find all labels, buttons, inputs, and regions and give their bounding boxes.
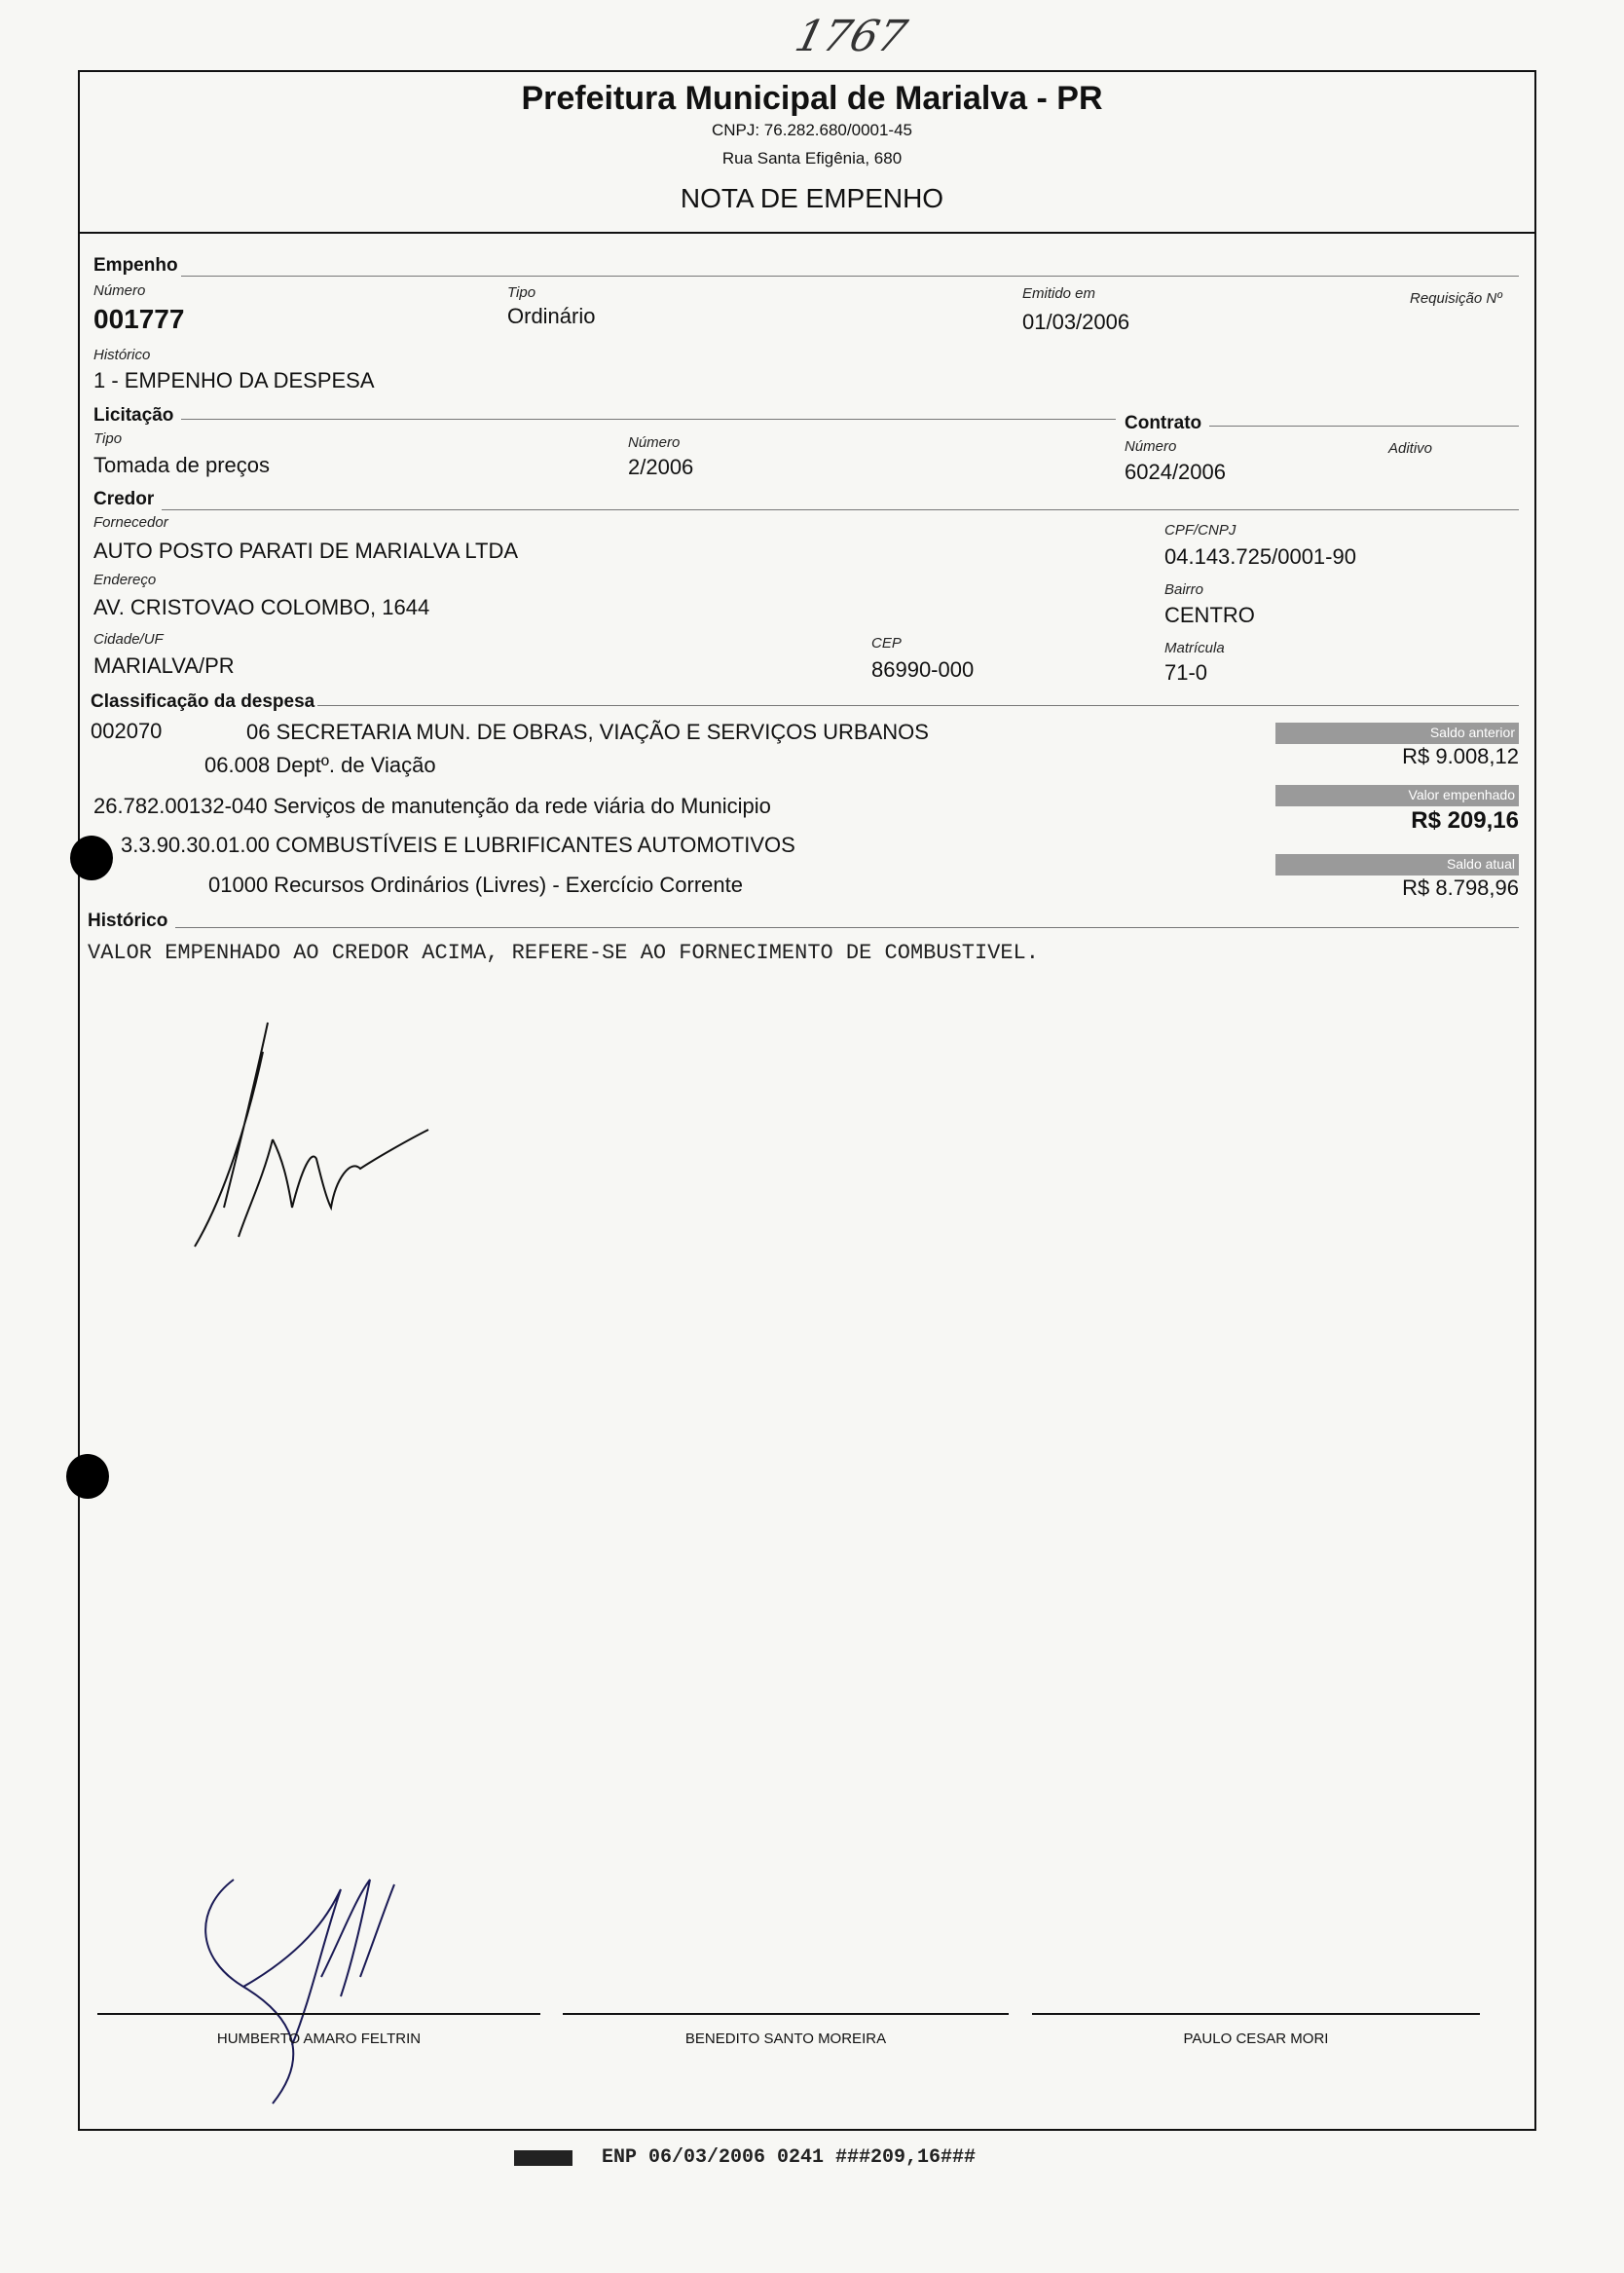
matricula-label: Matrícula: [1164, 640, 1225, 656]
stamp-mark: [514, 2150, 572, 2166]
licitacao-numero: 2/2006: [628, 455, 694, 479]
licitacao-tipo: Tomada de preços: [93, 453, 270, 477]
endereco-label: Endereço: [93, 572, 157, 588]
signature-line-3: [1032, 2013, 1480, 2015]
matricula-value: 71-0: [1164, 660, 1208, 685]
fornecedor-label: Fornecedor: [93, 514, 168, 531]
empenho-historico: 1 - EMPENHO DA DESPESA: [93, 368, 375, 392]
section-empenho: Empenho: [93, 255, 178, 276]
fornecedor-name: AUTO POSTO PARATI DE MARIALVA LTDA: [93, 539, 519, 563]
cidade-value: MARIALVA/PR: [93, 653, 235, 678]
empenho-numero: 001777: [93, 304, 185, 334]
contrato-numero: 6024/2006: [1125, 460, 1226, 484]
section-historico-rule: [175, 927, 1519, 928]
classificacao-line3: 26.782.00132-040 Serviços de manutenção da rede viária do Municipio: [93, 794, 771, 818]
bairro-value: CENTRO: [1164, 603, 1255, 627]
empenho-historico-label: Histórico: [93, 347, 151, 363]
emitido-label: Emitido em: [1022, 285, 1096, 302]
historico-text: VALOR EMPENHADO AO CREDOR ACIMA, REFERE-SE AO FORNECIMENTO DE COMBUSTIVEL.: [88, 941, 1039, 965]
cpf-value: 04.143.725/0001-90: [1164, 544, 1356, 569]
signature-scribble: [156, 1013, 448, 1256]
signature-line-1: [97, 2013, 540, 2015]
empenho-tipo-label: Tipo: [507, 284, 536, 301]
bairro-label: Bairro: [1164, 581, 1204, 598]
classificacao-code: 002070: [91, 719, 163, 743]
section-classificacao-rule: [317, 705, 1519, 706]
section-licitacao-rule: [181, 419, 1116, 420]
signature-name-1: HUMBERTO AMARO FELTRIN: [216, 2031, 422, 2047]
footer-stamp: ENP 06/03/2006 0241 ###209,16###: [602, 2146, 977, 2169]
contrato-numero-label: Número: [1125, 438, 1177, 455]
classificacao-line4: 3.3.90.30.01.00 COMBUSTÍVEIS E LUBRIFICANTES AUTOMOTIVOS: [121, 833, 795, 857]
saldo-anterior-label: Saldo anterior: [1275, 723, 1519, 744]
licitacao-numero-label: Número: [628, 434, 681, 451]
section-licitacao: Licitação: [93, 405, 174, 426]
section-historico: Histórico: [88, 911, 168, 931]
handwritten-number: 1767: [790, 12, 912, 61]
empenho-tipo: Ordinário: [507, 304, 596, 328]
valor-empenhado-value: R$ 209,16: [1411, 807, 1519, 834]
endereco-value: AV. CRISTOVAO COLOMBO, 1644: [93, 595, 430, 619]
classificacao-line2: 06.008 Deptº. de Viação: [204, 753, 436, 777]
saldo-atual-value: R$ 8.798,96: [1402, 876, 1519, 900]
punch-hole-top: [70, 836, 113, 880]
cnpj-line: CNPJ: 76.282.680/0001-45: [711, 121, 913, 139]
signature-humberto: [175, 1831, 467, 2123]
cpf-label: CPF/CNPJ: [1164, 522, 1236, 539]
licitacao-tipo-label: Tipo: [93, 430, 123, 447]
section-credor: Credor: [93, 489, 155, 509]
cidade-label: Cidade/UF: [93, 631, 164, 648]
signature-line-2: [563, 2013, 1009, 2015]
document-title: NOTA DE EMPENHO: [680, 183, 944, 213]
section-credor-rule: [162, 509, 1519, 510]
page-title: Prefeitura Municipal de Marialva - PR: [521, 80, 1103, 117]
signature-name-2: BENEDITO SANTO MOREIRA: [684, 2031, 887, 2047]
valor-empenhado-label: Valor empenhado: [1275, 785, 1519, 806]
emitido-date: 01/03/2006: [1022, 310, 1130, 334]
punch-hole-bottom: [66, 1454, 109, 1499]
saldo-anterior-value: R$ 9.008,12: [1402, 744, 1519, 768]
address-line: Rua Santa Efigênia, 680: [721, 149, 903, 168]
classificacao-line5: 01000 Recursos Ordinários (Livres) - Exercício Corrente: [208, 873, 743, 897]
cep-value: 86990-000: [871, 657, 975, 682]
section-classificacao: Classificação da despesa: [91, 691, 315, 712]
section-empenho-rule: [181, 276, 1519, 277]
cep-label: CEP: [871, 635, 902, 652]
section-contrato: Contrato: [1125, 413, 1202, 433]
signature-name-3: PAULO CESAR MORI: [1183, 2031, 1329, 2047]
aditivo-label: Aditivo: [1388, 440, 1433, 457]
classificacao-line1: 06 SECRETARIA MUN. DE OBRAS, VIAÇÃO E SERVIÇOS URBANOS: [246, 720, 929, 744]
empenho-numero-label: Número: [93, 282, 146, 299]
header-divider: [78, 232, 1536, 234]
requisicao-label: Requisição Nº: [1410, 290, 1502, 307]
section-contrato-rule: [1209, 426, 1519, 427]
saldo-atual-label: Saldo atual: [1275, 854, 1519, 876]
